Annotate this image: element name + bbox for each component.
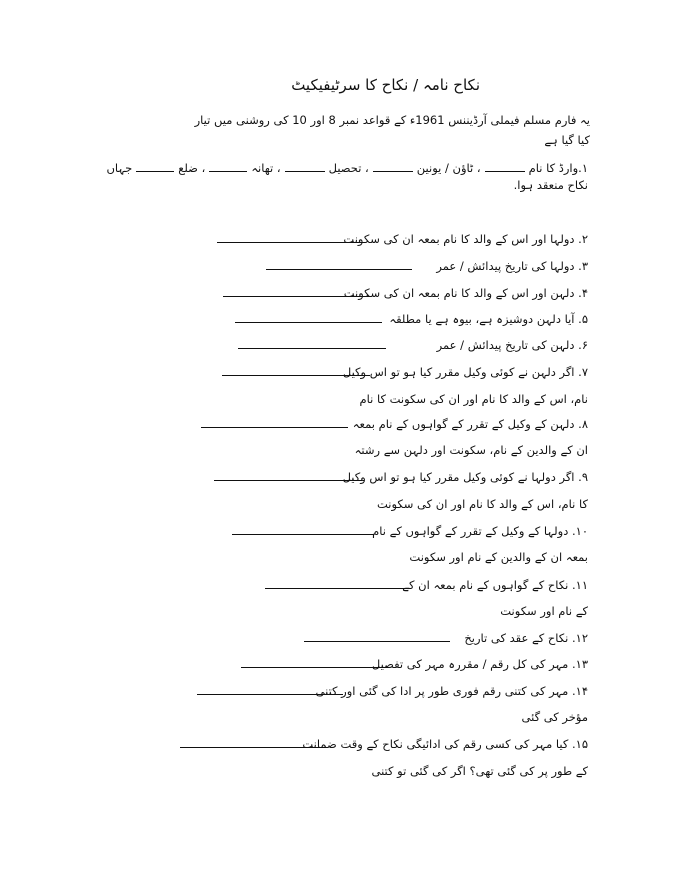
tehsil-blank[interactable] xyxy=(285,161,325,172)
item-12-blank[interactable] xyxy=(304,641,450,642)
item-15-blank[interactable] xyxy=(180,747,326,748)
item-5: ۵. آیا دلہن دوشیزہ ہے، بیوہ ہے یا مطلقہ xyxy=(389,312,588,326)
page-title: نکاح نامہ / نکاح کا سرٹیفیکیٹ xyxy=(291,76,480,94)
thana-blank[interactable] xyxy=(209,161,247,172)
item-9-cont: کا نام، اس کے والد کا نام اور ان کی سکونت xyxy=(376,497,588,511)
item-12: ۱۲. نکاح کے عقد کی تاریخ xyxy=(464,631,588,645)
item-5-blank[interactable] xyxy=(235,322,382,323)
item-15: ۱۵. کیا مہر کی کسی رقم کی ادائیگی نکاح کے وقت ضمانت xyxy=(302,737,588,751)
item-6: ۶. دلہن کی تاریخ پیدائش / عمر xyxy=(436,338,588,352)
item-14-cont: مؤخر کی گئی xyxy=(521,710,588,724)
intro-line-2: کیا گیا ہے xyxy=(544,133,590,147)
item-10: ۱۰. دولہا کے وکیل کے تقرر کے گواہوں کے نام xyxy=(372,524,588,538)
town-label: ، ٹاؤن / یونین xyxy=(416,161,481,175)
intro-line-1: یہ فارم مسلم فیملی آرڈیننس 1961ء کے قواعد نمبر 8 اور 10 کی روشنی میں تیار xyxy=(194,113,590,127)
item-11: ۱۱. نکاح کے گواہوں کے نام بمعہ ان کے xyxy=(402,578,588,592)
district-blank[interactable] xyxy=(136,161,174,172)
tehsil-label: ، تحصیل xyxy=(328,161,369,175)
item-6-blank[interactable] xyxy=(238,348,386,349)
item-15-cont: کے طور پر کی گئی تھی؟ اگر کی گئی تو کتنی xyxy=(371,764,588,778)
item-14-blank[interactable] xyxy=(197,694,343,695)
item-8-blank[interactable] xyxy=(201,427,348,428)
item-4: ۴. دلہن اور اس کے والد کا نام بمعہ ان کی سکونت xyxy=(343,286,588,300)
address-line xyxy=(106,161,588,175)
item-7-cont: نام، اس کے والد کا نام اور ان کی سکونت کا نام xyxy=(359,392,588,406)
item-14: ۱۴. مہر کی کتنی رقم فوری طور پر ادا کی گئی اور کتنی xyxy=(315,684,588,698)
item-10-cont: بمعہ ان کے والدین کے نام اور سکونت xyxy=(409,550,588,564)
where-label: جہاں xyxy=(106,161,133,175)
ward-label: ۱.وارڈ کا نام xyxy=(528,161,588,175)
town-blank[interactable] xyxy=(373,161,413,172)
item-9-blank[interactable] xyxy=(214,480,362,481)
item-2-blank[interactable] xyxy=(217,242,364,243)
item-7: ۷. اگر دلہن نے کوئی وکیل مقرر کیا ہو تو اس وکیل xyxy=(342,365,588,379)
item-8-cont: ان کے والدین کے نام، سکونت اور دلہن سے رشتہ xyxy=(354,443,588,457)
item-7-blank[interactable] xyxy=(222,375,370,376)
thana-label: ، تھانہ xyxy=(251,161,281,175)
item-2: ۲. دولہا اور اس کے والد کا نام بمعہ ان کی سکونت xyxy=(343,232,588,246)
item-11-cont: کے نام اور سکونت xyxy=(500,604,588,618)
item-3: ۳. دولہا کی تاریخ پیدائش / عمر xyxy=(436,259,588,273)
ward-blank[interactable] xyxy=(485,161,525,172)
item-11-blank[interactable] xyxy=(265,588,411,589)
item-13-blank[interactable] xyxy=(241,667,389,668)
item-3-blank[interactable] xyxy=(266,269,412,270)
item-10-blank[interactable] xyxy=(232,534,374,535)
item-4-blank[interactable] xyxy=(223,296,370,297)
address-line-2: نکاح منعقد ہوا. xyxy=(513,178,588,192)
item-13: ۱۳. مہر کی کل رقم / مقررہ مہر کی تفصیل xyxy=(371,657,588,671)
item-9: ۹. اگر دولہا نے کوئی وکیل مقرر کیا ہو تو اس وکیل xyxy=(342,470,588,484)
district-label: ، ضلع xyxy=(178,161,206,175)
item-8: ۸. دلہن کے وکیل کے تقرر کے گواہوں کے نام بمعہ xyxy=(352,417,588,431)
